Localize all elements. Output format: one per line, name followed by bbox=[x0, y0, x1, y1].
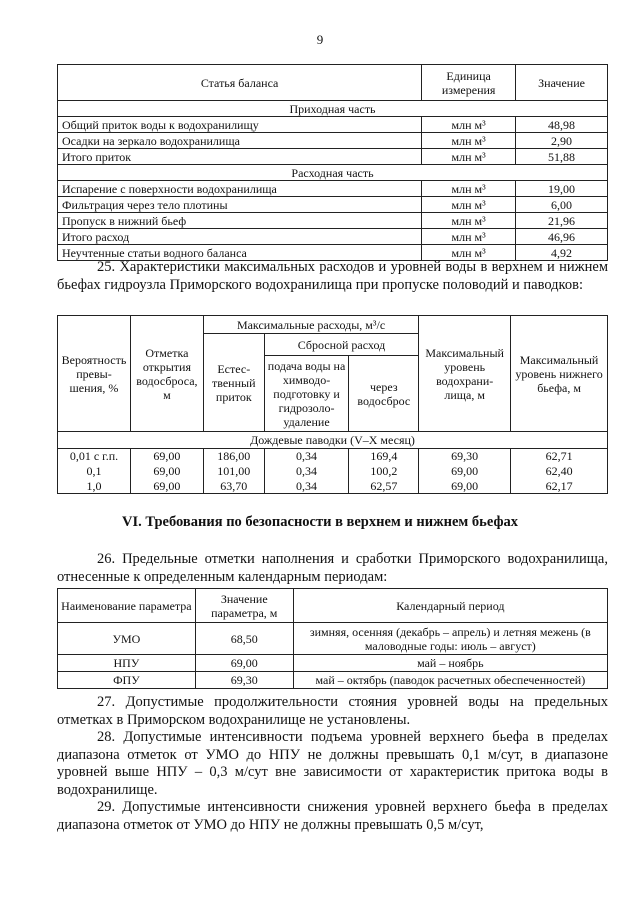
header-discharge: Сбросной расход bbox=[264, 334, 419, 356]
paragraph-27: 27. Допустимые продолжительности стояния уровней воды на предельных отметках в Приморском водохранилище не установлены. bbox=[57, 694, 608, 728]
expense-section-label: Расходная часть bbox=[58, 165, 608, 181]
section-title: VI. Требования по безопасности в верхнем и нижнем бьефах bbox=[122, 514, 518, 530]
table-row: Неучтенные статьи водного баланса млн м³ 4,92 bbox=[58, 245, 608, 261]
table-row: Осадки на зеркало водохранилища млн м³ 2,90 bbox=[58, 133, 608, 149]
paragraph-26: 26. Предельные отметки наполнения и сработки Приморского водохранилища, отнесенные к определенным календарным периодам: bbox=[57, 551, 608, 585]
max-flow-table bbox=[57, 315, 608, 494]
table-row: Итого приток млн м³ 51,88 bbox=[58, 149, 608, 165]
header-max-tailwater-level: Максимальный уровень нижнего бьефа, м bbox=[511, 316, 608, 432]
header-spillway-mark: Отметка открытия водосброса, м bbox=[130, 316, 203, 432]
header-value: Значение bbox=[516, 65, 608, 101]
header-probability: Вероятность превы-шения, % bbox=[58, 316, 131, 432]
table-row: ФПУ 69,30 май – октябрь (паводок расчетных обеспеченностей) bbox=[58, 672, 608, 689]
table-row: Фильтрация через тело плотины млн м³ 6,00 bbox=[58, 197, 608, 213]
header-unit: Единица измерения bbox=[422, 65, 516, 101]
table-row: Общий приток воды к водохранилищу млн м³ 48,98 bbox=[58, 117, 608, 133]
header-natural-inflow: Естес-твенный приток bbox=[203, 334, 264, 432]
rain-floods-subheader: Дождевые паводки (V–X месяц) bbox=[58, 432, 608, 449]
table-row: 0,01 с г.п. 69,00 186,00 0,34 169,4 69,30 62,71 bbox=[58, 449, 608, 464]
header-parameter-value: Значение параметра, м bbox=[195, 589, 293, 623]
income-section-label: Приходная часть bbox=[58, 101, 608, 117]
table-row: Испарение с поверхности водохранилища млн м³ 19,00 bbox=[58, 181, 608, 197]
header-through-spillway: через водосброс bbox=[349, 356, 419, 432]
table-row: 1,0 69,00 63,70 0,34 62,57 69,00 62,17 bbox=[58, 479, 608, 494]
header-max-reservoir-level: Максимальный уровень водохрани-лища, м bbox=[419, 316, 511, 432]
table-row: Итого расход млн м³ 46,96 bbox=[58, 229, 608, 245]
water-balance-table bbox=[57, 64, 608, 261]
limit-levels-table bbox=[57, 588, 608, 689]
table-row: УМО 68,50 зимняя, осенняя (декабрь – апрель) и летняя межень (в маловодные годы: июль – август) bbox=[58, 623, 608, 655]
page-number: 9 bbox=[316, 32, 324, 47]
header-calendar-period: Календарный период bbox=[293, 589, 607, 623]
table-row: НПУ 69,00 май – ноябрь bbox=[58, 655, 608, 672]
table-row: Пропуск в нижний бьеф млн м³ 21,96 bbox=[58, 213, 608, 229]
paragraph-25: 25. Характеристики максимальных расходов и уровней воды в верхнем и нижнем бьефах гидроузла Приморского водохранилища при пропуске половодий и паводков: bbox=[57, 259, 608, 293]
header-parameter-name: Наименование параметра bbox=[58, 589, 196, 623]
header-max-flow: Максимальные расходы, м³/с bbox=[203, 316, 418, 334]
header-item: Статья баланса bbox=[58, 65, 422, 101]
paragraph-29: 29. Допустимые интенсивности снижения уровней верхнего бьефа в пределах диапазона отметок от УМО до НПУ не должны превышать 0,5 м/сут, bbox=[57, 799, 608, 833]
table-row: 0,1 69,00 101,00 0,34 100,2 69,00 62,40 bbox=[58, 464, 608, 479]
paragraph-28: 28. Допустимые интенсивности подъема уровней верхнего бьефа в пределах диапазона отметок от УМО до НПУ не должны превышать 0,1 м/сут, в диапазоне уровней выше НПУ – 0,3 м/сут вне зависимости от характеристик притока воды в водохранилище. bbox=[57, 729, 608, 798]
header-water-supply: подача воды на химводо-подготовку и гидрозоло-удаление bbox=[264, 356, 349, 432]
